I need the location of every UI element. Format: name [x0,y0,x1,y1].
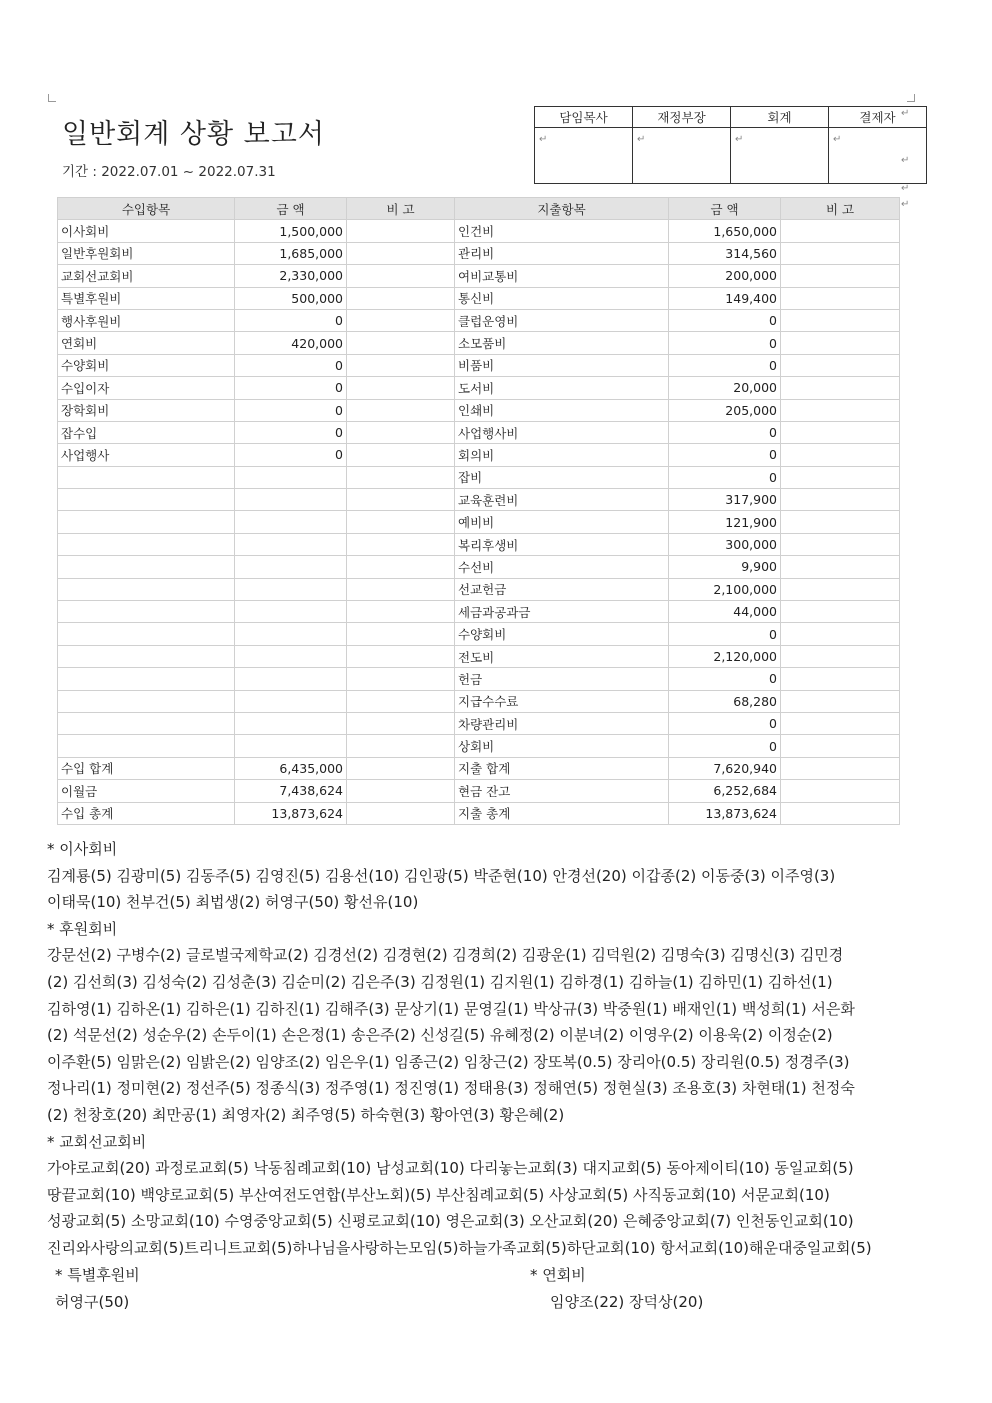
income-amount: 420,000 [235,332,347,354]
income-item: 일반후원회비 [58,242,235,264]
income-note [347,444,455,466]
expense-item: 관리비 [455,242,669,264]
income-note [347,466,455,488]
income-amount: 0 [235,354,347,376]
table-row [58,645,900,667]
expense-note [781,780,900,802]
note-line: 김하영(1) 김하온(1) 김하은(1) 김하진(1) 김해주(3) 문상기(1) 문영길(1) 박상규(3) 박중원(1) 배재인(1) 백성희(1) 서은화 [47,999,855,1018]
expense-amount: 314,560 [669,242,781,264]
expense-item: 지급수수료 [455,690,669,712]
note-heading: * 교회선교회비 [47,1132,147,1151]
income-note [347,265,455,287]
table-row [58,556,900,578]
table-row [58,309,900,331]
income-item: 잡수입 [58,421,235,443]
income-item: 행사후원비 [58,309,235,331]
note-line: 진리와사랑의교회(5)트리니트교회(5)하나님을사랑하는모임(5)하늘가족교회(5)하단교회(10) 항서교회(10)해운대중일교회(5) [47,1238,872,1257]
note-line: 김계룡(5) 김광미(5) 김동주(5) 김영진(5) 김용선(10) 김인광(5) 박준현(10) 안경선(20) 이갑종(2) 이동중(3) 이주영(3) [47,866,836,885]
table-row [58,802,900,824]
expense-item: 예비비 [455,511,669,533]
table-row [58,399,900,421]
expense-item: 차량관리비 [455,712,669,734]
income-amount: 1,500,000 [235,220,347,242]
income-note [347,668,455,690]
ledger-table [57,197,900,825]
income-item [58,556,235,578]
income-note [347,623,455,645]
expense-item: 현금 잔고 [455,780,669,802]
column-header: 수입항목 [58,198,235,220]
table-row [58,623,900,645]
expense-amount: 300,000 [669,533,781,555]
expense-note [781,802,900,824]
note-line: 강문선(2) 구병수(2) 글로벌국제학교(2) 김경선(2) 김경현(2) 김경희(2) 김광운(1) 김덕원(2) 김명숙(3) 김명신(3) 김민경 [47,946,844,965]
table-row [58,377,900,399]
table-row [58,601,900,623]
income-item: 수입 합계 [58,757,235,779]
table-header-row [58,198,900,220]
income-note [347,489,455,511]
table-row [58,287,900,309]
special-donation-section [55,1262,140,1316]
expense-item: 수선비 [455,556,669,578]
income-amount: 0 [235,444,347,466]
income-note [347,533,455,555]
income-amount [235,489,347,511]
income-amount [235,601,347,623]
expense-item: 전도비 [455,645,669,667]
table-row [58,265,900,287]
expense-note [781,511,900,533]
expense-note [781,287,900,309]
expense-item: 세금과공과금 [455,601,669,623]
report-period: 기간 : 2022.07.01 ~ 2022.07.31 [62,164,276,180]
expense-note [781,332,900,354]
income-amount [235,690,347,712]
approval-accounting-label: 회계 [731,107,829,128]
income-note [347,578,455,600]
expense-amount: 2,100,000 [669,578,781,600]
income-note [347,556,455,578]
expense-amount: 0 [669,332,781,354]
income-item [58,578,235,600]
income-item [58,668,235,690]
income-note [347,354,455,376]
income-item: 연회비 [58,332,235,354]
table-row [58,444,900,466]
expense-item: 지출 합계 [455,757,669,779]
note-line: 정나리(1) 정미현(2) 정선주(5) 정종식(3) 정주영(1) 정진영(1) 정태용(3) 정해연(5) 정현실(3) 조용호(3) 차현태(1) 천정숙 [47,1079,855,1098]
expense-note [781,354,900,376]
expense-amount: 121,900 [669,511,781,533]
expense-note [781,489,900,511]
income-amount: 0 [235,399,347,421]
note-line: 이주환(5) 임맑은(2) 임밝은(2) 임양조(2) 임은우(1) 임종근(2) 임창근(2) 장또복(0.5) 장리아(0.5) 장리원(0.5) 정경주(3) [47,1052,850,1071]
expense-amount: 1,650,000 [669,220,781,242]
income-item: 이월금 [58,780,235,802]
approval-decider-label: 결제자 [829,107,927,128]
income-amount: 13,873,624 [235,802,347,824]
column-header: 지출항목 [455,198,669,220]
table-row [58,489,900,511]
income-note [347,601,455,623]
income-item [58,712,235,734]
expense-amount: 0 [669,668,781,690]
income-amount: 0 [235,309,347,331]
paragraph-mark: ↵ [901,199,910,210]
income-item: 사업행사 [58,444,235,466]
income-note [347,287,455,309]
expense-amount: 149,400 [669,287,781,309]
column-header: 비 고 [781,198,900,220]
expense-note [781,757,900,779]
income-note [347,757,455,779]
income-amount [235,645,347,667]
income-item: 수입이자 [58,377,235,399]
expense-item: 교육훈련비 [455,489,669,511]
expense-note [781,556,900,578]
membership-fee-body: 임양조(22) 장덕상(20) [550,1293,704,1311]
crop-mark-left [48,94,56,102]
income-note [347,690,455,712]
income-item: 이사회비 [58,220,235,242]
expense-amount: 0 [669,354,781,376]
income-item: 수양회비 [58,354,235,376]
expense-note [781,220,900,242]
expense-item: 통신비 [455,287,669,309]
income-item [58,511,235,533]
income-note [347,332,455,354]
income-item [58,735,235,757]
income-item [58,645,235,667]
table-row [58,332,900,354]
approval-accounting-sign: ↵ [731,128,829,184]
income-amount [235,533,347,555]
expense-note [781,690,900,712]
income-note [347,309,455,331]
income-note [347,780,455,802]
expense-amount: 13,873,624 [669,802,781,824]
expense-item: 회의비 [455,444,669,466]
income-item: 수입 총계 [58,802,235,824]
expense-note [781,623,900,645]
membership-fee-section [530,1262,703,1316]
expense-item: 상회비 [455,735,669,757]
expense-note [781,399,900,421]
income-note [347,712,455,734]
expense-note [781,309,900,331]
table-row [58,690,900,712]
income-amount [235,556,347,578]
income-item: 특별후원비 [58,287,235,309]
table-row [58,757,900,779]
expense-note [781,601,900,623]
expense-amount: 0 [669,444,781,466]
income-amount [235,735,347,757]
paragraph-mark: ↵ [901,155,910,166]
expense-note [781,444,900,466]
income-amount: 500,000 [235,287,347,309]
income-item [58,533,235,555]
expense-note [781,533,900,555]
approval-decider-sign: ↵ [829,128,927,184]
income-item [58,623,235,645]
expense-note [781,421,900,443]
expense-amount: 68,280 [669,690,781,712]
income-amount: 7,438,624 [235,780,347,802]
expense-item: 사업행사비 [455,421,669,443]
income-amount: 1,685,000 [235,242,347,264]
expense-note [781,242,900,264]
expense-amount: 200,000 [669,265,781,287]
table-row [58,712,900,734]
expense-item: 잡비 [455,466,669,488]
table-row [58,220,900,242]
table-row [58,466,900,488]
table-row [58,242,900,264]
notes-section [47,836,952,1262]
note-line: (2) 김선희(3) 김성숙(2) 김성춘(3) 김순미(2) 김은주(3) 김정원(1) 김지원(1) 김하경(1) 김하늘(1) 김하민(1) 김하선(1) [47,972,833,991]
expense-note [781,735,900,757]
income-item [58,601,235,623]
expense-amount: 44,000 [669,601,781,623]
expense-amount: 0 [669,309,781,331]
income-amount: 6,435,000 [235,757,347,779]
expense-amount: 6,252,684 [669,780,781,802]
special-donation-heading: * 특별후원비 [55,1266,140,1284]
approval-pastor-sign: ↵ [535,128,633,184]
expense-item: 비품비 [455,354,669,376]
approval-finance-sign: ↵ [633,128,731,184]
income-item: 교회선교회비 [58,265,235,287]
expense-item: 복리후생비 [455,533,669,555]
expense-note [781,377,900,399]
income-amount: 2,330,000 [235,265,347,287]
report-title: 일반회계 상황 보고서 [62,119,325,150]
expense-amount: 205,000 [669,399,781,421]
column-header: 금 액 [669,198,781,220]
expense-amount: 0 [669,712,781,734]
expense-item: 인건비 [455,220,669,242]
note-line: (2) 천창호(20) 최만공(1) 최영자(2) 최주영(5) 하숙현(3) 황아연(3) 황은혜(2) [47,1105,565,1124]
table-row [58,780,900,802]
income-amount [235,668,347,690]
income-note [347,735,455,757]
expense-note [781,668,900,690]
expense-amount: 317,900 [669,489,781,511]
column-header: 비 고 [347,198,455,220]
income-amount [235,623,347,645]
expense-note [781,466,900,488]
expense-amount: 0 [669,466,781,488]
expense-amount: 9,900 [669,556,781,578]
table-row [58,354,900,376]
income-item [58,690,235,712]
note-heading: * 이사회비 [47,840,118,858]
expense-amount: 0 [669,421,781,443]
income-note [347,220,455,242]
income-amount [235,578,347,600]
expense-amount: 20,000 [669,377,781,399]
expense-amount: 0 [669,623,781,645]
income-note [347,421,455,443]
paragraph-mark: ↵ [901,183,910,194]
income-amount: 0 [235,377,347,399]
income-note [347,377,455,399]
expense-amount: 0 [669,735,781,757]
special-donation-body: 허영구(50) [55,1293,130,1311]
expense-note [781,265,900,287]
expense-note [781,712,900,734]
income-amount [235,511,347,533]
income-amount [235,466,347,488]
note-line: 땅끝교회(10) 백양로교회(5) 부산여전도연합(부산노회)(5) 부산침례교회(5) 사상교회(5) 사직동교회(10) 서문교회(10) [47,1185,830,1204]
expense-item: 소모품비 [455,332,669,354]
column-header: 금 액 [235,198,347,220]
expense-item: 클럽운영비 [455,309,669,331]
income-item [58,489,235,511]
income-note [347,242,455,264]
income-note [347,399,455,421]
income-amount [235,712,347,734]
income-item [58,466,235,488]
expense-item: 인쇄비 [455,399,669,421]
approval-box [534,106,927,184]
note-heading: * 후원회비 [47,919,118,938]
income-amount: 0 [235,421,347,443]
income-item: 장학회비 [58,399,235,421]
paragraph-mark: ↵ [901,108,910,119]
expense-amount: 7,620,940 [669,757,781,779]
table-row [58,533,900,555]
note-line: 이태묵(10) 천부건(5) 최법생(2) 허영구(50) 황선유(10) [47,893,419,912]
expense-note [781,645,900,667]
note-line: 성광교회(5) 소망교회(10) 수영중앙교회(5) 신평로교회(10) 영은교회(3) 오산교회(20) 은혜중앙교회(7) 인천동인교회(10) [47,1212,854,1231]
table-row [58,511,900,533]
approval-pastor-label: 담임목사 [535,107,633,128]
income-note [347,802,455,824]
income-note [347,645,455,667]
income-note [347,511,455,533]
note-line: (2) 석문선(2) 성순우(2) 손두이(1) 손은정(1) 송은주(2) 신성길(5) 유혜정(2) 이분녀(2) 이영우(2) 이용욱(2) 이정순(2) [47,1026,833,1045]
expense-item: 헌금 [455,668,669,690]
table-row [58,421,900,443]
expense-amount: 2,120,000 [669,645,781,667]
crop-mark-right [907,94,915,102]
expense-note [781,578,900,600]
expense-item: 수양회비 [455,623,669,645]
table-row [58,578,900,600]
expense-item: 도서비 [455,377,669,399]
note-line: 가야로교회(20) 과정로교회(5) 낙동침례교회(10) 남성교회(10) 다리놓는교회(3) 대지교회(5) 동아제이티(10) 동일교회(5) [47,1159,854,1178]
membership-fee-heading: * 연회비 [530,1266,586,1284]
expense-item: 선교헌금 [455,578,669,600]
approval-finance-label: 재정부장 [633,107,731,128]
table-row [58,735,900,757]
table-row [58,668,900,690]
expense-item: 지출 총계 [455,802,669,824]
expense-item: 여비교통비 [455,265,669,287]
